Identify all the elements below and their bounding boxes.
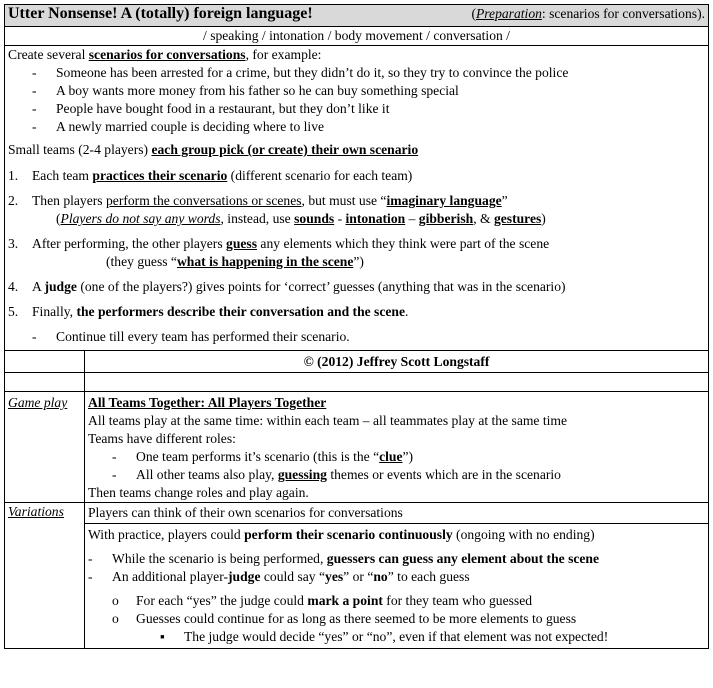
instructions-row (5, 46, 709, 351)
example-item: - A newly married couple is deciding where to live (32, 119, 325, 134)
copyright-row (5, 351, 709, 373)
gameplay-label: Game play (8, 395, 68, 410)
page-title: Utter Nonsense! A (totally) foreign language! (8, 5, 313, 22)
variations-line: Players can think of their own scenarios for conversations (85, 503, 709, 524)
copyright: © (2012) Jeffrey Scott Longstaff (85, 351, 709, 373)
gameplay-bullet: - One team performs it’s scenario (this is the “clue”) (112, 449, 414, 464)
gameplay-line: Then teams change roles and play again. (88, 485, 309, 500)
header-row (5, 5, 709, 27)
instructions-cell (5, 46, 709, 351)
example-item: - Someone has been arrested for a crime, but they didn’t do it, so they try to convince the police (32, 65, 569, 80)
teams-line: Small teams (2-4 players) each group pick (or create) their own scenario (8, 142, 419, 157)
step-5: 5. Finally, the performers describe their conversation and the scene. (8, 304, 409, 319)
variation-dash-item: - While the scenario is being performed, guessers can guess any element about the scene (88, 551, 600, 566)
step-3-detail: (they guess “what is happening in the scene”) (106, 254, 364, 269)
blank-row (5, 373, 709, 392)
variations-detail-row (5, 524, 709, 649)
variation-paragraph: With practice, players could perform their scenario continuously (ongoing with no ending) (88, 527, 595, 542)
variations-row (5, 503, 709, 524)
gameplay-heading: All Teams Together: All Players Together (88, 395, 327, 410)
copyright-spacer (5, 351, 85, 373)
subtitle-row (5, 27, 709, 46)
header-cell (5, 5, 709, 27)
continue-line: - Continue till every team has performed their scenario. (32, 329, 350, 344)
gameplay-line: All teams play at the same time: within each team – all teammates play at the same time (88, 413, 568, 428)
gameplay-cell (85, 392, 709, 503)
gameplay-label-cell (5, 392, 85, 503)
variation-square-item: ▪ The judge would decide “yes” or “no”, even if that element was not expected! (160, 629, 609, 644)
variations-label: Variations (8, 504, 64, 519)
step-2-detail: (Players do not say any words, instead, use sounds - intonation – gibberish, & gestures) (56, 211, 546, 226)
example-item: - People have bought food in a restaurant, but they don’t like it (32, 101, 390, 116)
step-1: 1. Each team practices their scenario (different scenario for each team) (8, 168, 413, 183)
step-3: 3. After performing, the other players guess any elements which they think were part of the scene (8, 236, 550, 251)
variations-label-cell (5, 503, 85, 524)
step-2: 2. Then players perform the conversations or scenes, but must use “imaginary language” (8, 193, 508, 208)
variation-dash-item: - An additional player-judge could say “yes” or “no” to each guess (88, 569, 470, 584)
create-line: Create several scenarios for conversations, for example: (8, 47, 322, 62)
variations-detail-cell (85, 524, 709, 649)
preparation-note: (Preparation: scenarios for conversations). (471, 6, 705, 21)
activity-table (4, 4, 709, 649)
step-4: 4. A judge (one of the players?) gives points for ‘correct’ guesses (anything that was in the scenario) (8, 279, 566, 294)
variation-circle-item: o For each “yes” the judge could mark a point for they team who guessed (112, 593, 533, 608)
gameplay-row (5, 392, 709, 503)
gameplay-bullet: - All other teams also play, guessing themes or events which are in the scenario (112, 467, 561, 482)
variation-circle-item: o Guesses could continue for as long as there seemed to be more elements to guess (112, 611, 577, 626)
example-item: - A boy wants more money from his father so he can buy something special (32, 83, 459, 98)
subtitle: / speaking / intonation / body movement / conversation / (5, 27, 709, 46)
gameplay-line: Teams have different roles: (88, 431, 236, 446)
